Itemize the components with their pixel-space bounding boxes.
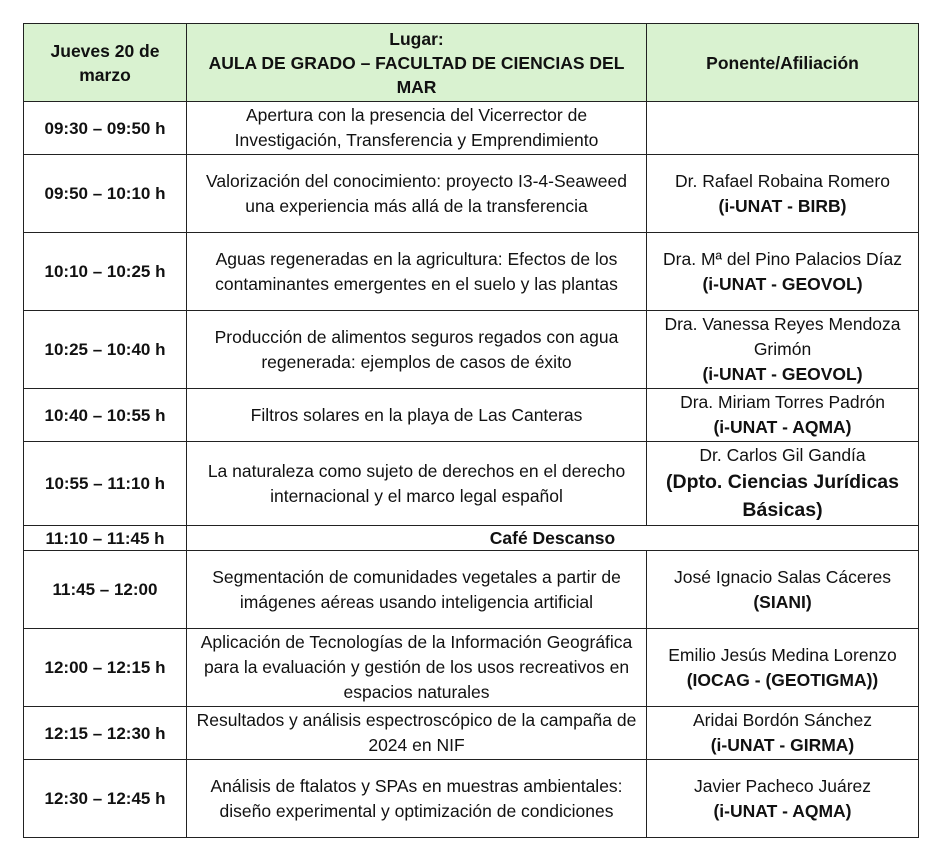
topic-cell: Segmentación de comunidades vegetales a partir de imágenes aéreas usando inteligencia artificial [187,551,647,629]
speaker-affiliation: (i-UNAT - AQMA) [713,417,852,437]
speaker-affiliation: (Dpto. Ciencias Jurídicas Básicas) [666,471,899,521]
speaker-cell [647,551,919,629]
speaker-cell [647,389,919,442]
time-cell: 12:30 – 12:45 h [24,760,187,838]
table-row [24,551,919,629]
time-cell: 10:55 – 11:10 h [24,442,187,526]
speaker-cell [647,155,919,233]
speaker-affiliation: (SIANI) [753,591,812,612]
topic-cell: Apertura con la presencia del Vicerrector de Investigación, Transferencia y Emprendimiento [187,102,647,155]
header-row [24,24,919,102]
speaker-affiliation: (IOCAG - (GEOTIGMA)) [686,669,879,690]
speaker-name: Dr. Rafael Robaina Romero [675,170,890,191]
topic-cell: Valorización del conocimiento: proyecto I3-4-Seaweed una experiencia más allá de la transferencia [187,155,647,233]
speaker-cell [647,629,919,707]
time-cell: 10:40 – 10:55 h [24,389,187,442]
topic-cell: Producción de alimentos seguros regados con agua regenerada: ejemplos de casos de éxito [187,311,647,389]
speaker-cell [647,102,919,155]
break-label: Café Descanso [187,526,919,551]
speaker-affiliation: (i-UNAT - GEOVOL) [702,273,863,294]
speaker-cell [647,442,919,526]
topic-cell: Aplicación de Tecnologías de la Información Geográfica para la evaluación y gestión de los usos recreativos en espacios naturales [187,629,647,707]
location-name: AULA DE GRADO – FACULTAD DE CIENCIAS DEL MAR [208,52,625,97]
speaker-name: Aridai Bordón Sánchez [693,710,872,730]
table-row [24,629,919,707]
speaker-name: Dra. Miriam Torres Padrón [680,392,885,412]
table-row [24,233,919,311]
topic-cell: Filtros solares en la playa de Las Canteras [187,389,647,442]
time-cell: 09:50 – 10:10 h [24,155,187,233]
location-label: Lugar: [389,28,444,49]
topic-cell: Aguas regeneradas en la agricultura: Efectos de los contaminantes emergentes en el suelo y las plantas [187,233,647,311]
location-header [187,24,647,102]
time-cell: 09:30 – 09:50 h [24,102,187,155]
table-row [24,389,919,442]
table-row [24,102,919,155]
speaker-name: Javier Pacheco Juárez [693,775,872,796]
time-cell: 12:15 – 12:30 h [24,707,187,760]
table-row [24,311,919,389]
speaker-header: Ponente/Afiliación [647,24,919,102]
time-cell: 10:25 – 10:40 h [24,311,187,389]
table-row [24,442,919,526]
topic-cell: Análisis de ftalatos y SPAs en muestras ambientales: diseño experimental y optimización de condiciones [187,760,647,838]
topic-cell: Resultados y análisis espectroscópico de la campaña de 2024 en NIF [187,707,647,760]
speaker-affiliation: (i-UNAT - GIRMA) [710,735,855,755]
speaker-cell [647,233,919,311]
speaker-cell [647,760,919,838]
speaker-name: Emilio Jesús Medina Lorenzo [668,644,897,665]
speaker-name: José Ignacio Salas Cáceres [674,566,891,587]
table-row [24,707,919,760]
table-row [24,155,919,233]
time-cell: 11:10 – 11:45 h [24,526,187,551]
speaker-name: Dra. Vanessa Reyes Mendoza Grimón [664,314,901,359]
speaker-name: Dra. Mª del Pino Palacios Díaz [663,248,902,269]
speaker-affiliation: (i-UNAT - AQMA) [713,800,852,821]
table-row [24,760,919,838]
speaker-name: Dr. Carlos Gil Gandía [699,445,866,465]
speaker-cell [647,707,919,760]
day-header: Jueves 20 de marzo [24,24,187,102]
speaker-affiliation: (i-UNAT - BIRB) [718,195,847,216]
topic-cell: La naturaleza como sujeto de derechos en el derecho internacional y el marco legal español [187,442,647,526]
break-row [24,526,919,551]
schedule-table [23,23,919,838]
time-cell: 12:00 – 12:15 h [24,629,187,707]
speaker-affiliation: (i-UNAT - GEOVOL) [702,364,863,384]
speaker-cell [647,311,919,389]
time-cell: 11:45 – 12:00 [24,551,187,629]
time-cell: 10:10 – 10:25 h [24,233,187,311]
